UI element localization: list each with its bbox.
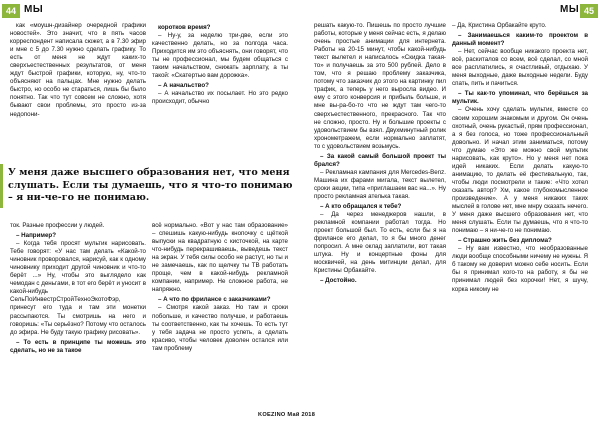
footer-magazine-issue: KOEZINO Май 2018 xyxy=(258,412,316,418)
column-left-1-top xyxy=(10,22,146,160)
interview-question: – Ты как-то упоминал, что берёшься за мультик. xyxy=(452,90,588,106)
body-paragraph: – Да, Кристина Орбакайте круто. xyxy=(452,22,547,29)
interview-question: – За какой самый большой проект ты брался? xyxy=(314,152,446,168)
body-paragraph: ток. Разные профессии у людей. xyxy=(10,222,105,229)
right-section-title: МЫ xyxy=(560,4,580,15)
body-paragraph: – Рекламная кампания для Mercedes-Benz. Машина их фарами мигала, текст вылетел, сроки акции, типа «приглашаем вас на...». Ну просто рекламная ателька такая. xyxy=(314,168,446,200)
body-paragraph: – Когда тебя просят мультик нарисовать. Тебе говорят: «У нас там делать «Какой-то чиновник проворовался, нарисуй, как к одному чиновнику приходит другой чиновник и что-то берёт ...» Ну, чтобы это выглядело как чемодан с деньгами, в тот его берёт и уносит в какой-нибудь СельПоИнвестрСтройТехноЭкотоФэр, принесут его туда и там эти монетки рассыпаются. Ты смотришь на него и говоришь: «Ты серьёзно? Потому что осталось до эфира. Не буду такую графику рисовать». xyxy=(10,240,146,336)
body-paragraph: – Ну вам известно, что необразованные люди вообще способными ничему не нужны. Я б такому не доверил можно себе носить. Если бы я принимал кого-то на работу, я бы не принимал людей без корочки! Нет, я шучу, корка никому не xyxy=(452,245,588,293)
interview-question: – А кто обращался к тебе? xyxy=(320,203,402,211)
body-paragraph: – Смотря какой заказ. Но там и сроки побольше, и качество получше, и работаешь ты соответственно, как ты хочешь. То есть тут у тебя задача не просто успеть, а сделать красиво, чтобы человек доволен остался или там проблему xyxy=(152,304,288,352)
column-right-2 xyxy=(452,22,588,410)
column-right-1 xyxy=(314,22,446,410)
left-page-number: 44 xyxy=(2,4,20,18)
body-paragraph: – Да через менеджеров нашли, в рекламной компании работал тогда. Но проект большой был. То есть, если бы я на фрилансе его делал, то я бы много денег попросил. А мне оклад заплатили, вот такая штука. Ну и концертные фоны для москвичей, на день митинции делал, для Кристины Орбакайте. xyxy=(314,211,446,275)
body-paragraph: – Нет, сейчас вообще никакого проекта нет, всё, раскиталов со всем, всё сделал, со мной все расплатились, я счастливый, отдыхаю. У меня выходные, даже выходные недели. Буду спать, пить и пачиться. xyxy=(452,48,588,88)
column-left-2-bottom xyxy=(152,222,288,410)
interview-question: – А начальство? xyxy=(158,82,209,90)
column-left-2-top xyxy=(152,22,288,160)
body-paragraph: – Ну-у, за неделю три-две, если это качественно делать, но за полгода часа. Приходится им это объяснять, они говорят, что ты не профессионал, мы будем общаться с таким начальством, снижать зарплату, а ты такой: «Скатертью вам дорожка». xyxy=(152,32,288,80)
column-left-1-bottom xyxy=(10,222,146,410)
interview-question: – Достойно. xyxy=(320,277,357,285)
pull-quote-bar xyxy=(0,164,3,208)
interview-question: – Например? xyxy=(16,232,56,240)
body-paragraph: как «моушн-дизайнер очередной графики новостей». Это значит, что в пять часов корреспондент написала сюжет, а в 7.30 эфир и мне с 5 до 7.30 нужно сделать графику. То есть от меня не ждут каких-то сверхъестественных результатов, от меня ждут быстрой графики, которую, ну, что-то объясняют на пальцах. Мне нужно делать быстро, но особо не стараться, лишь бы было понятно. Так что тут совсем не сложно, хотя бывают свои проблемы, это просто из-за недопони- xyxy=(10,22,146,118)
body-paragraph: всё нормально. «Вот у нас там образование» – спешишь какую-нибудь кнопочку с щёткой выпуски на квадратную с кисточкой, на карте что-нибудь перекрашиваешь, выведешь текст на экран. У тебя силы особо не растут, но ты и не замечаешь, как по щелчку ты ТВ работать проще, чем в какой-нибудь рекламной компании, например. Не сложное работа, не напряжно. xyxy=(152,222,288,294)
left-section-title: МЫ xyxy=(24,4,44,15)
body-paragraph: решать какую-то. Пишешь по просто лучшие работы, которые у меня сейчас есть, я делаю очень простые анимации для интернета. Работы на 20-15 минут, чтобы какой-нибудь текст вылетел и написалось «Скидка такая-то» и получаешь за это 500 рублей. Дело в том, что я решаю проблему заказчика, потому что заказчик до этого на картинку пил трафик, а теперь у него выросла видео. И ему с этого конверсия и прибыль больше, и мне вы-ра-бо-то что не ждут там чего-то сверхъестественного, прекрасного. Так что не сложно, просто. Ну и большие проекты с удовольствием бы взял. Двухминутный ролик хронометражем, если нормально заплатят, то с удовольствием возьмусь. xyxy=(314,22,446,150)
interview-question: – Страшно жить без диплома? xyxy=(458,237,552,245)
pull-quote: У меня даже высшего образования нет, что меня слушать. Если ты думаешь, что я что-то понимаю – я ни-че-го не понимаю. xyxy=(0,162,306,214)
interview-question: коротков время? xyxy=(158,24,211,31)
right-page-number: 45 xyxy=(580,4,598,18)
interview-question: – То есть в принципе ты можешь это сделать, но не за такое xyxy=(10,338,146,354)
interview-question: – Занимаешься каким-то проектом в данный момент? xyxy=(452,32,588,48)
body-paragraph: – А начальство их посылает. Но это редко происходит, обычно xyxy=(152,90,288,106)
body-paragraph: – Очень хочу сделать мультик, вместе со своим хорошим знакомым и другом. Он очень охотный, очень рукастый, прям профессионал, а я без голоса, но тоже профессиональный довольно. И начал этим заниматься, потому что думаю «Это же можно свой мультик нарисовать, как круто». Но у меня нет пока идей никаких. Если делать какую-то анимацию, то делать её фестивальную, так, чтобы люди посмотрели и такие: «Что хотел сказать автор? Хм, какое глубокомысленное произведение». А у меня никаких таких мыслей в голове нет, мне мнру сказать нечего. У меня даже высшего образования нет, что меня слушать. Если ты думаешь, что я что-то понимаю – я ни-че-го не понимаю. xyxy=(452,106,588,235)
interview-question: – А что по фрилансе с заказчиками? xyxy=(158,296,271,304)
